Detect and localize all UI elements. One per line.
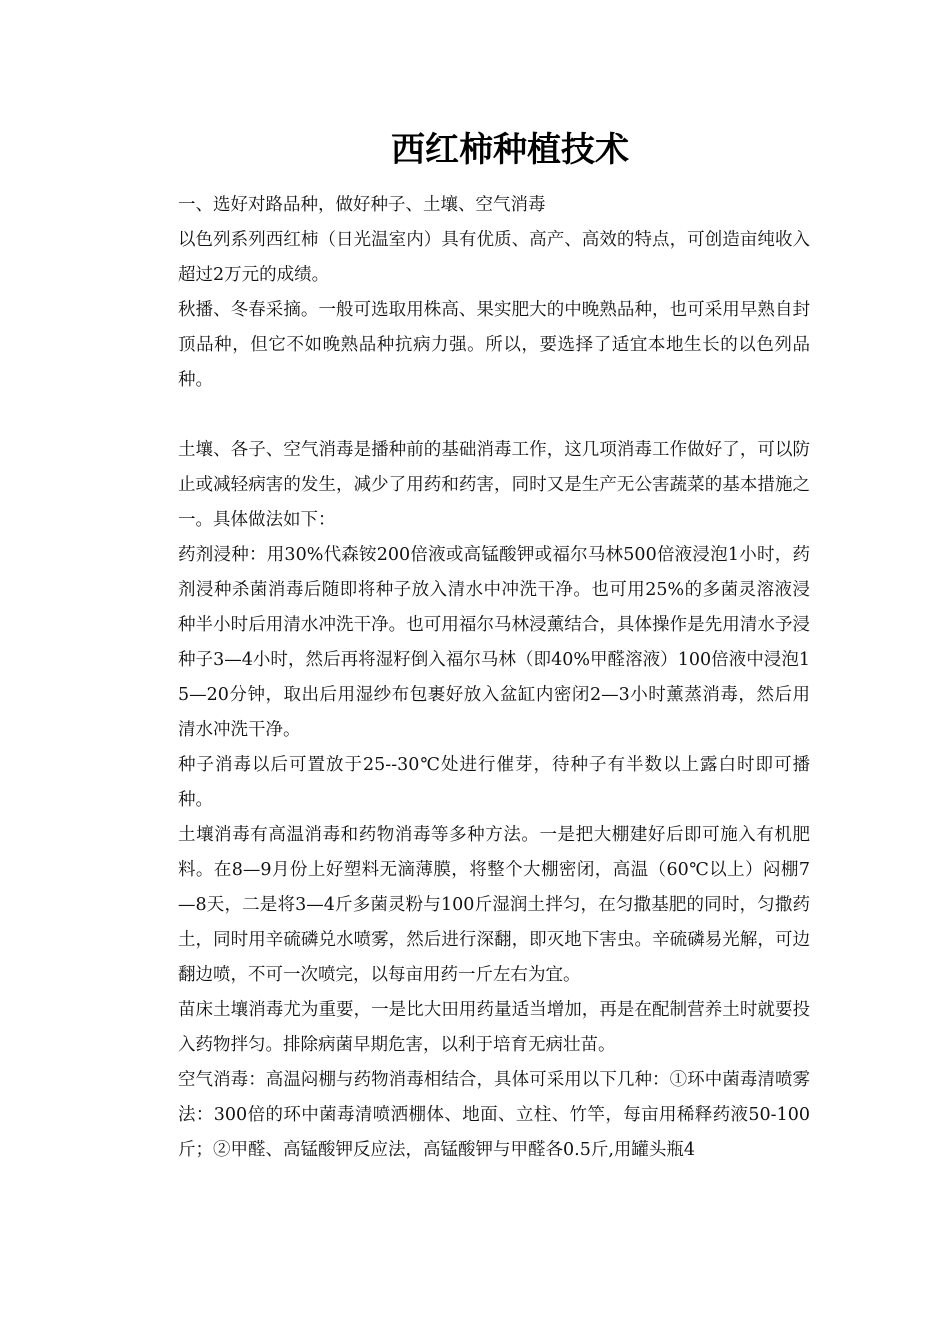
paragraph-disinfection-overview: 土壤、各子、空气消毒是播种前的基础消毒工作，这几项消毒工作做好了，可以防止或减轻病害的发生，减少了用药和药害，同时又是生产无公害蔬菜的基本措施之一。具体做法如下： (178, 440, 810, 530)
blank-line (178, 398, 810, 433)
paragraph-seedbed-disinfection: 苗床土壤消毒尤为重要，一是比大田用药量适当增加，再是在配制营养土时就要投入药物拌匀。排除病菌早期危害，以利于培育无病壮苗。 (178, 1000, 810, 1055)
paragraph-soil-disinfection: 土壤消毒有高温消毒和药物消毒等多种方法。一是把大棚建好后即可施入有机肥料。在8—9月份上好塑料无滴薄膜，将整个大棚密闭，高温（60℃以上）闷棚7—8天，二是将3—4斤多菌灵粉与100斤湿润土拌匀，在匀撒基肥的同时，匀撒药土，同时用辛硫磷兑水喷雾，然后进行深翻，即灭地下害虫。辛硫磷易光解，可边翻边喷，不可一次喷完，以每亩用药一斤左右为宜。 (178, 825, 810, 985)
paragraph-seed-soaking: 药剂浸种：用30%代森铵200倍液或高锰酸钾或福尔马林500倍液浸泡1小时，药剂浸种杀菌消毒后随即将种子放入清水中冲洗干净。也可用25%的多菌灵溶液浸种半小时后用清水冲洗干净。也可用福尔马林浸薰结合，具体操作是先用清水予浸种子3—4小时，然后再将湿籽倒入福尔马林（即40%甲醛溶液）100倍液中浸泡15—20分钟，取出后用湿纱布包裹好放入盆缸内密闭2—3小时薰蒸消毒，然后用清水冲洗干净。 (178, 545, 810, 740)
document-title: 西红柿种植技术 (391, 130, 629, 170)
paragraph-variety-intro: 以色列系列西红柿（日光温室内）具有优质、高产、高效的特点，可创造亩纯收入超过2万元的成绩。 (178, 230, 810, 285)
paragraph-germination: 种子消毒以后可置放于25--30℃处进行催芽，待种子有半数以上露白时即可播种。 (178, 755, 810, 810)
section-heading: 一、选好对路品种，做好种子、土壤、空气消毒 (178, 195, 546, 215)
paragraph-variety-selection: 秋播、冬春采摘。一般可选取用株高、果实肥大的中晚熟品种，也可采用早熟自封顶品种，但它不如晚熟品种抗病力强。所以，要选择了适宜本地生长的以色列品种。 (178, 300, 810, 390)
paragraph-air-disinfection: 空气消毒：高温闷棚与药物消毒相结合，具体可采用以下几种：①环中菌毒清喷雾法：300倍的环中菌毒清喷洒棚体、地面、立柱、竹竿，每亩用稀释药液50-100斤；②甲醛、高锰酸钾反应法，高锰酸钾与甲醛各0.5斤,用罐头瓶4 (178, 1070, 810, 1160)
document-body (178, 188, 810, 1168)
